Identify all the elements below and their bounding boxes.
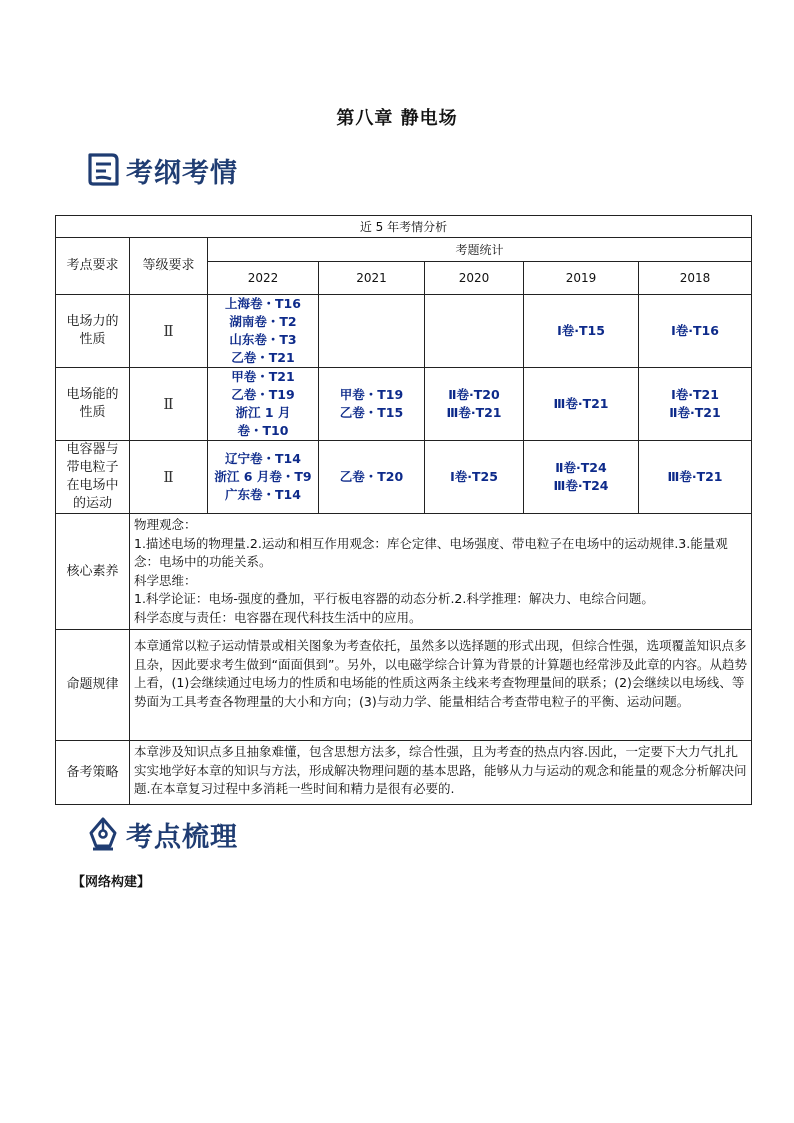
year-header: 2018 [639,262,752,295]
topic-cell: 电容器与 带电粒子 在电场中 的运动 [56,441,130,514]
cell-2018: Ⅰ卷·T21 Ⅱ卷·T21 [639,368,752,441]
chapter-title: 第八章 静电场 [336,108,458,129]
strategy-label: 备考策略 [56,741,130,805]
table-row [56,295,752,368]
cell-2021 [319,295,425,368]
document-list-icon [86,152,120,188]
year-header: 2020 [425,262,524,295]
cell-2018: Ⅰ卷·T16 [639,295,752,368]
table-row [56,630,752,741]
core-text: 物理观念： 1.描述电场的物理量.2.运动和相互作用观念：库仑定律、电场强度、带电粒子在电场中的运动规律.3.能量观念：电场中的功能关系。 科学思维： 1.科学论证：电场-强度的叠加，平行板电容器的动态分析.2.科学推理：解决力、电综合问题。 科学态度与责任：电容器在现代科技生活中的应用。 [130,514,752,630]
cell-2018: Ⅲ卷·T21 [639,441,752,514]
strategy-text: 本章涉及知识点多且抽象难懂，包含思想方法多，综合性强，且为考查的热点内容.因此，一定要下大力气扎扎实实地学好本章的知识与方法，形成解决物理问题的基本思路，能够从力与运动的观念和能量的观念分析解决问题.在本章复习过程中多消耗一些时间和精力是很有必要的. [130,741,752,805]
table-row [56,514,752,630]
cell-2021: 乙卷・T20 [319,441,425,514]
section-label-knowledge-points: 考点梳理 [126,821,238,853]
header-stats: 考题统计 [208,238,752,262]
cell-2019: Ⅲ卷·T21 [524,368,639,441]
cell-2022: 甲卷・T21 乙卷・T19 浙江 1 月 卷・T10 [208,368,319,441]
cell-2020: Ⅱ卷·T20 Ⅲ卷·T21 [425,368,524,441]
cell-2019: Ⅱ卷·T24 Ⅲ卷·T24 [524,441,639,514]
level-cell: Ⅱ [130,441,208,514]
year-header: 2019 [524,262,639,295]
topic-cell: 电场力的 性质 [56,295,130,368]
exam-analysis-table [55,215,752,805]
table-row [56,368,752,441]
network-label: 【网络构建】 [72,875,151,890]
pattern-label: 命题规律 [56,630,130,741]
level-cell: Ⅱ [130,368,208,441]
cell-2022: 上海卷・T16 湖南卷・T2 山东卷・T3 乙卷・T21 [208,295,319,368]
exam-outline-heading [86,150,238,190]
cell-2022: 辽宁卷・T14 浙江 6 月卷・T9 广东卷・T14 [208,441,319,514]
table-caption: 近 5 年考情分析 [56,216,752,238]
cell-2020 [425,295,524,368]
table-row [56,741,752,805]
year-header: 2021 [319,262,425,295]
knowledge-points-heading [86,814,238,854]
table-row [56,441,752,514]
core-label: 核心素养 [56,514,130,630]
header-kaodian: 考点要求 [56,238,130,295]
section-label-exam-outline: 考纲考情 [126,157,238,189]
pen-nib-icon [86,816,120,852]
header-level: 等级要求 [130,238,208,295]
cell-2020: Ⅰ卷·T25 [425,441,524,514]
pattern-text: 本章通常以粒子运动情景或相关图象为考查依托，虽然多以选择题的形式出现，但综合性强，选项覆盖知识点多且杂，因此要求考生做到“面面俱到”。另外，以电磁学综合计算为背景的计算题也经常涉及此章的内容。从趋势上看，(1)会继续通过电场力的性质和电场能的性质这两条主线来考查物理量间的联系；(2)会继续以电场线、等势面为工具考查各物理量的大小和方向；(3)与动力学、能量相结合考查带电粒子的平衡、运动问题。 [130,630,752,741]
cell-2019: Ⅰ卷·T15 [524,295,639,368]
level-cell: Ⅱ [130,295,208,368]
year-header: 2022 [208,262,319,295]
cell-2021: 甲卷・T19 乙卷・T15 [319,368,425,441]
topic-cell: 电场能的 性质 [56,368,130,441]
